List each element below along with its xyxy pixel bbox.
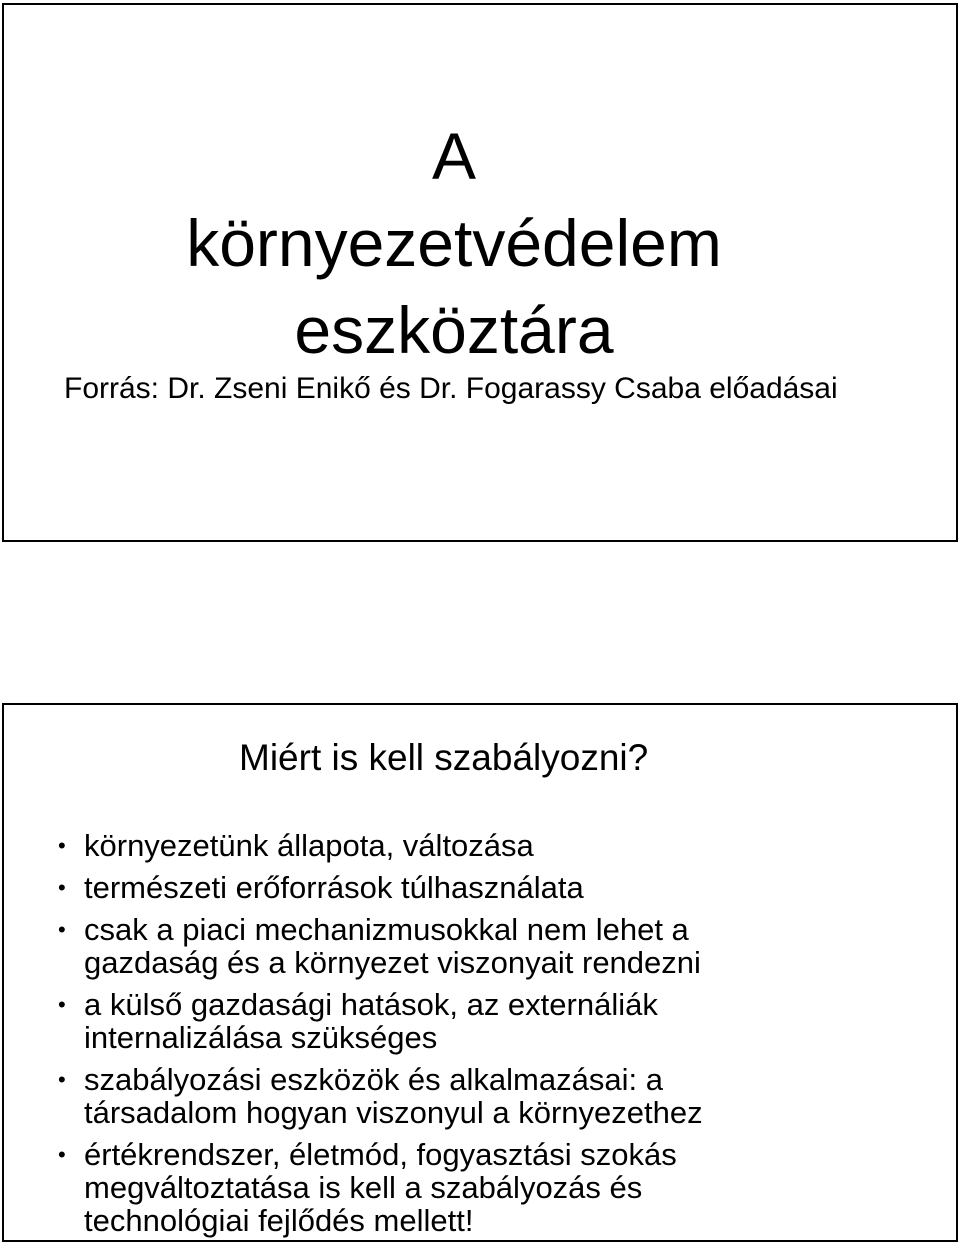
bullet-icon: •	[58, 833, 66, 858]
bullet-icon: •	[58, 917, 66, 942]
bullet-text: technológiai fejlődés mellett!	[84, 1203, 474, 1238]
bullet-text: a külső gazdasági hatások, az externáliák	[84, 987, 658, 1022]
bullet-icon: •	[58, 875, 66, 900]
bullet-text: megváltoztatása is kell a szabályozás és	[84, 1170, 643, 1205]
title-line-3: eszköztára	[294, 293, 614, 367]
bullet-text: szabályozási eszközök és alkalmazásai: a	[84, 1062, 663, 1097]
title-line-2: környezetvédelem	[186, 206, 722, 280]
bullet-icon: •	[58, 992, 66, 1017]
bullet-text: társadalom hogyan viszonyul a környezethez	[84, 1095, 703, 1130]
bullet-item	[54, 913, 934, 979]
title-slide	[2, 3, 958, 542]
bullet-text: gazdaság és a környezet viszonyait rendezni	[84, 945, 701, 980]
bullet-text: internalizálása szükséges	[84, 1020, 438, 1055]
content-slide	[2, 703, 958, 1242]
bullet-text: értékrendszer, életmód, fogyasztási szokás	[84, 1137, 677, 1172]
bullet-text: környezetünk állapota, változása	[84, 828, 534, 863]
bullet-list	[54, 829, 934, 1246]
bullet-text: természeti erőforrások túlhasználata	[84, 870, 584, 905]
bullet-item	[54, 988, 934, 1054]
title-line-1: A	[431, 119, 477, 193]
bullet-item	[54, 829, 934, 862]
bullet-text: csak a piaci mechanizmusokkal nem lehet a	[84, 912, 689, 947]
slide-title: Miért is kell szabályozni?	[239, 737, 649, 778]
bullet-item	[54, 1138, 934, 1237]
bullet-item	[54, 871, 934, 904]
source-credit: Forrás: Dr. Zseni Enikő és Dr. Fogarassy Csaba előadásai	[64, 372, 838, 405]
bullet-icon: •	[58, 1067, 66, 1092]
bullet-icon: •	[58, 1142, 66, 1167]
bullet-item	[54, 1063, 934, 1129]
